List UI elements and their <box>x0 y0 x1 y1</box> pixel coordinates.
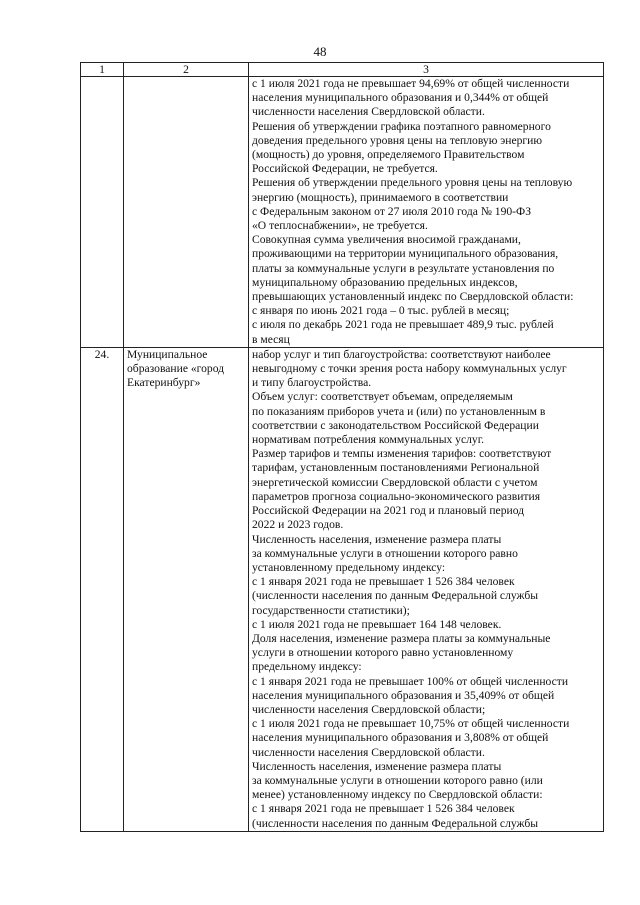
text-line: и типу благоустройства. <box>252 376 372 390</box>
text-line: набор услуг и тип благоустройства: соответствуют наиболее <box>252 347 551 361</box>
text-line: (численности населения по данным Федеральной службы <box>252 816 539 830</box>
text-line: Екатеринбург» <box>127 376 201 390</box>
tariff-table <box>80 62 604 832</box>
text-line: в месяц <box>252 332 290 346</box>
text-line: платы за коммунальные услуги в результате установления по <box>252 261 555 275</box>
text-line: с 1 июля 2021 года не превышает 10,75% от общей численности <box>252 717 570 731</box>
text-line: Доля населения, изменение размера платы за коммунальные <box>252 631 551 645</box>
text-line: Решения об утверждении графика поэтапного равномерного <box>252 119 551 133</box>
text-line: параметров прогноза социально-экономического развития <box>252 489 541 503</box>
text-line: менее) установленному индексу по Свердловской области: <box>252 788 543 802</box>
text-line: с 1 июля 2021 года не превышает 164 148 человек. <box>252 617 502 631</box>
text-line: государственности статистики); <box>252 603 410 617</box>
table-row <box>81 77 604 348</box>
text-line: численности населения Свердловской области; <box>252 702 486 716</box>
text-line: Численность населения, изменение размера платы <box>252 759 502 773</box>
text-line: населения муниципального образования и 35,409% от общей <box>252 688 555 702</box>
text-line: предельному индексу: <box>252 660 362 674</box>
text-line: по показаниям приборов учета и (или) по установленным в <box>252 404 546 418</box>
text-line: с Федеральным законом от 27 июля 2010 года № 190-ФЗ <box>252 204 532 218</box>
text-line: энергетической комиссии Свердловской области с учетом <box>252 475 538 489</box>
text-line: нормативам потребления коммунальных услуг. <box>252 433 485 447</box>
page-number: 48 <box>313 44 327 59</box>
text-line: невыгодному с точки зрения роста набору коммунальных услуг <box>252 362 567 376</box>
municipality-name <box>124 77 249 348</box>
table-row <box>81 347 604 831</box>
header-col-1: 1 <box>81 63 124 77</box>
text-line: с января по июнь 2021 года – 0 тыс. рублей в месяц; <box>252 304 510 318</box>
table-header-row <box>81 63 604 77</box>
text-line: Размер тарифов и темпы изменения тарифов: соответствуют <box>252 447 552 461</box>
text-line: Совокупная сумма увеличения вносимой гражданами, <box>252 233 521 247</box>
text-line: Численность населения, изменение размера платы <box>252 532 502 546</box>
row-number: 24. <box>81 347 124 831</box>
text-line: тарифам, установленным постановлениями Региональной <box>252 461 540 475</box>
text-line: «О теплоснабжении», не требуется. <box>252 219 428 233</box>
text-line: Российской Федерации на 2021 год и плановый период <box>252 504 525 518</box>
text-line: с 1 января 2021 года не превышает 1 526 384 человек <box>252 575 515 589</box>
text-line: (мощность) до уровня, определяемого Правительством <box>252 148 525 162</box>
text-line: с 1 января 2021 года не превышает 100% от общей численности <box>252 674 569 688</box>
text-line: соответствии с законодательством Российской Федерации <box>252 418 539 432</box>
text-line: численности населения Свердловской области. <box>252 105 485 119</box>
text-line: превышающих установленный индекс по Свердловской области: <box>252 290 574 304</box>
text-line: с 1 июля 2021 года не превышает 94,69% от общей численности <box>252 77 570 90</box>
text-line: (численности населения по данным Федеральной службы <box>252 589 539 603</box>
text-line: Решения об утверждении предельного уровня цены на тепловую <box>252 176 573 190</box>
text-line: Муниципальное <box>127 347 208 361</box>
text-line: Российской Федерации, не требуется. <box>252 162 438 176</box>
municipality-name <box>124 347 249 831</box>
text-line: с июля по декабрь 2021 года не превышает 489,9 тыс. рублей <box>252 318 554 332</box>
text-line: услуги в отношении которого равно установленному <box>252 646 514 660</box>
text-line: проживающими на территории муниципального образования, <box>252 247 559 261</box>
row-description <box>249 347 604 831</box>
text-line: численности населения Свердловской области. <box>252 745 485 759</box>
text-line: установленному предельному индексу: <box>252 560 446 574</box>
text-line: энергию (мощность), принимаемого в соответствии <box>252 190 509 204</box>
text-line: за коммунальные услуги в отношении которого равно <box>252 546 518 560</box>
text-line: с 1 января 2021 года не превышает 1 526 384 человек <box>252 802 515 816</box>
text-line: муниципальному образованию предельных индексов, <box>252 275 518 289</box>
text-line: Объем услуг: соответствует объемам, определяемым <box>252 390 513 404</box>
text-line: населения муниципального образования и 0,344% от общей <box>252 91 549 105</box>
row-description <box>249 77 604 348</box>
text-line: за коммунальные услуги в отношении которого равно (или <box>252 773 543 787</box>
text-line: доведения предельного уровня цены на тепловую энергию <box>252 133 543 147</box>
text-line: населения муниципального образования и 3,808% от общей <box>252 731 549 745</box>
header-col-2: 2 <box>124 63 249 77</box>
row-number <box>81 77 124 348</box>
text-line: 2022 и 2023 годов. <box>252 518 344 532</box>
text-line: образование «город <box>127 362 225 376</box>
header-col-3: 3 <box>249 63 604 77</box>
